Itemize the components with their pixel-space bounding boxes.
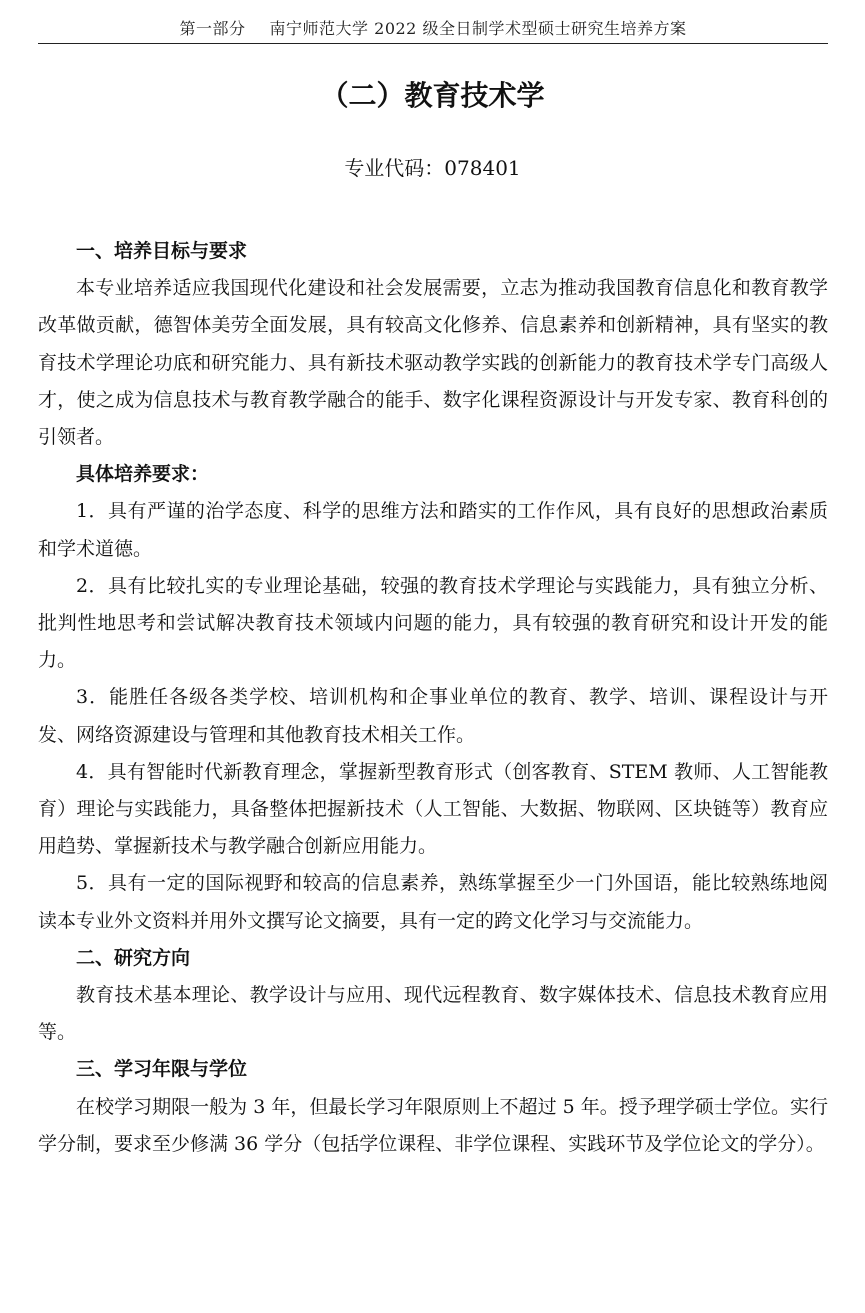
header-title: 南宁师范大学 2022 级全日制学术型硕士研究生培养方案 — [269, 19, 687, 38]
section-heading-duration: 三、学习年限与学位 — [76, 1058, 248, 1081]
requirement-item: 2．具有比较扎实的专业理论基础，较强的教育技术学理论与实践能力，具有独立分析、批判性地思考和尝试解决教育技术领域内问题的能力，具有较强的教育研究和设计开发的能力。 — [38, 574, 828, 672]
requirements-heading: 具体培养要求： — [76, 463, 210, 486]
requirement-item: 1．具有严谨的治学态度、科学的思维方法和踏实的工作作风，具有良好的思想政治素质和学术道德。 — [38, 500, 828, 560]
section-heading-research: 二、研究方向 — [76, 946, 191, 969]
major-code: 专业代码：078401 — [344, 156, 521, 180]
objectives-paragraph: 本专业培养适应我国现代化建设和社会发展需要，立志为推动我国教育信息化和教育教学改革做贡献，德智体美劳全面发展，具有较高文化修养、信息素养和创新精神，具有坚实的教育技术学理论功底和研究能力、具有新技术驱动教学实践的创新能力的教育技术学专门高级人才，使之成为信息技术与教育教学融合的能手、数字化课程资源设计与开发专家、教育科创的引领者。 — [38, 277, 828, 449]
research-paragraph: 教育技术基本理论、教学设计与应用、现代远程教育、数字媒体技术、信息技术教育应用等。 — [38, 984, 828, 1044]
document-body — [38, 233, 828, 1163]
page-title: （二）教育技术学 — [320, 79, 545, 112]
requirement-item: 4．具有智能时代新教育理念，掌握新型教育形式（创客教育、STEM 教师、人工智能教育）理论与实践能力，具备整体把握新技术（人工智能、大数据、物联网、区块链等）教育应用趋势、掌握新技术与教学融合创新应用能力。 — [38, 760, 828, 858]
section-heading-objectives: 一、培养目标与要求 — [76, 240, 248, 262]
requirement-item: 5．具有一定的国际视野和较高的信息素养，熟练掌握至少一门外国语，能比较熟练地阅读本专业外文资料并用外文撰写论文摘要，具有一定的跨文化学习与交流能力。 — [38, 872, 828, 932]
requirement-item: 3．能胜任各级各类学校、培训机构和企事业单位的教育、教学、培训、课程设计与开发、网络资源建设与管理和其他教育技术相关工作。 — [38, 686, 828, 746]
header-part: 第一部分 — [179, 19, 246, 38]
header-rule — [38, 43, 828, 44]
running-header — [38, 18, 828, 40]
duration-paragraph: 在校学习期限一般为 3 年，但最长学习年限原则上不超过 5 年。授予理学硕士学位。实行学分制，要求至少修满 36 学分（包括学位课程、非学位课程、实践环节及学位论文的学分）。 — [38, 1095, 828, 1155]
